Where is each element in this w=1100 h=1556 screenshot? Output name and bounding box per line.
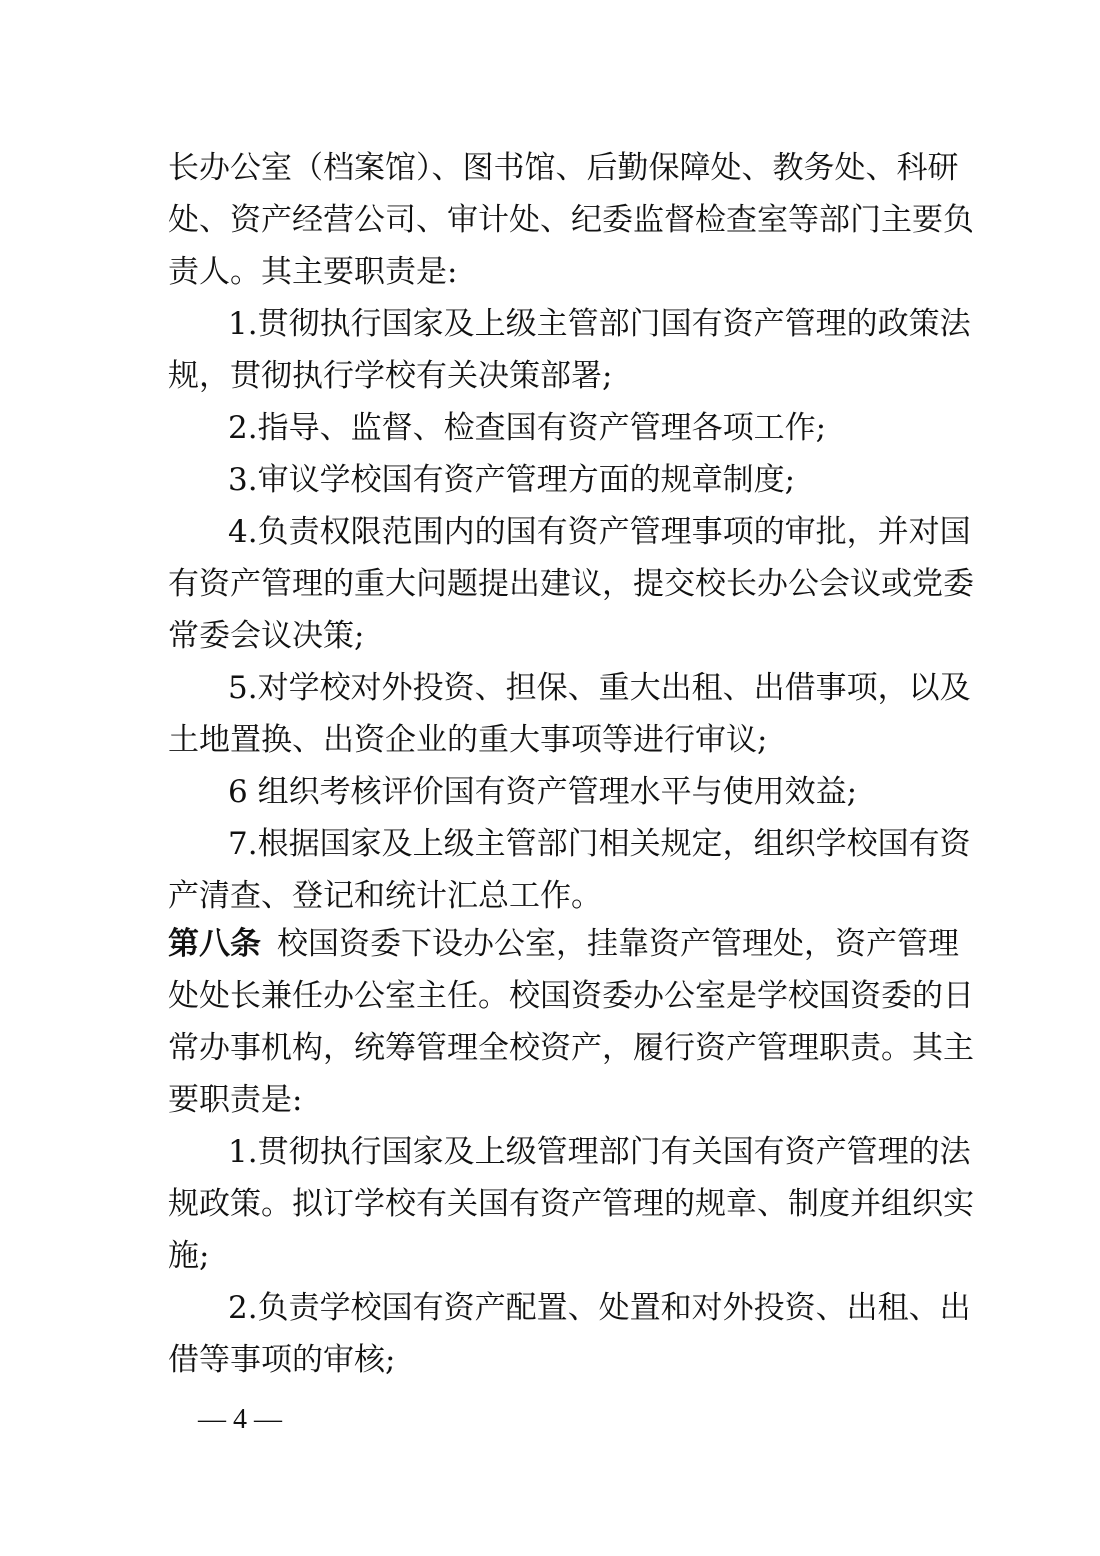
article-eight-line [168,918,959,970]
text-line: 借等事项的审核; [168,1342,396,1378]
list-item-line: 2.负责学校国有资产配置、处置和对外投资、出租、出 [228,1290,971,1326]
text-line: 长办公室（档案馆）、图书馆、后勤保障处、教务处、科研 [168,150,959,186]
text-line: 产清查、登记和统计汇总工作。 [168,878,602,914]
list-item-line: 7.根据国家及上级主管部门相关规定，组织学校国有资 [228,826,971,862]
text-line: 责人。其主要职责是: [168,254,458,290]
list-item-line: 5.对学校对外投资、担保、重大出租、出借事项，以及 [228,670,971,706]
text-line: 要职责是: [168,1082,303,1118]
list-item-line: 3.审议学校国有资产管理方面的规章制度; [228,462,796,498]
article-heading: 第八条 [168,926,261,962]
list-item-line: 4.负责权限范围内的国有资产管理事项的审批，并对国 [228,514,971,550]
text-line: 规政策。拟订学校有关国有资产管理的规章、制度并组织实 [168,1186,974,1222]
text-line: 常委会议决策; [168,618,365,654]
article-text: 校国资委下设办公室，挂靠资产管理处，资产管理 [277,926,959,962]
page-number: — 4 — [198,1404,282,1435]
text-line: 施; [168,1238,210,1274]
text-line: 规，贯彻执行学校有关决策部署; [168,358,613,394]
list-item-line: 1.贯彻执行国家及上级管理部门有关国有资产管理的法 [228,1134,971,1170]
list-item-line: 2.指导、监督、检查国有资产管理各项工作; [228,410,827,446]
list-item-line: 1.贯彻执行国家及上级主管部门国有资产管理的政策法 [228,306,971,342]
list-item-line: 6 组织考核评价国有资产管理水平与使用效益; [228,774,858,810]
text-line: 常办事机构，统筹管理全校资产，履行资产管理职责。其主 [168,1030,974,1066]
text-line: 处、资产经营公司、审计处、纪委监督检查室等部门主要负 [168,202,974,238]
text-line: 有资产管理的重大问题提出建议，提交校长办公会议或党委 [168,566,974,602]
text-line: 土地置换、出资企业的重大事项等进行审议; [168,722,768,758]
text-line: 处处长兼任办公室主任。校国资委办公室是学校国资委的日 [168,978,974,1014]
